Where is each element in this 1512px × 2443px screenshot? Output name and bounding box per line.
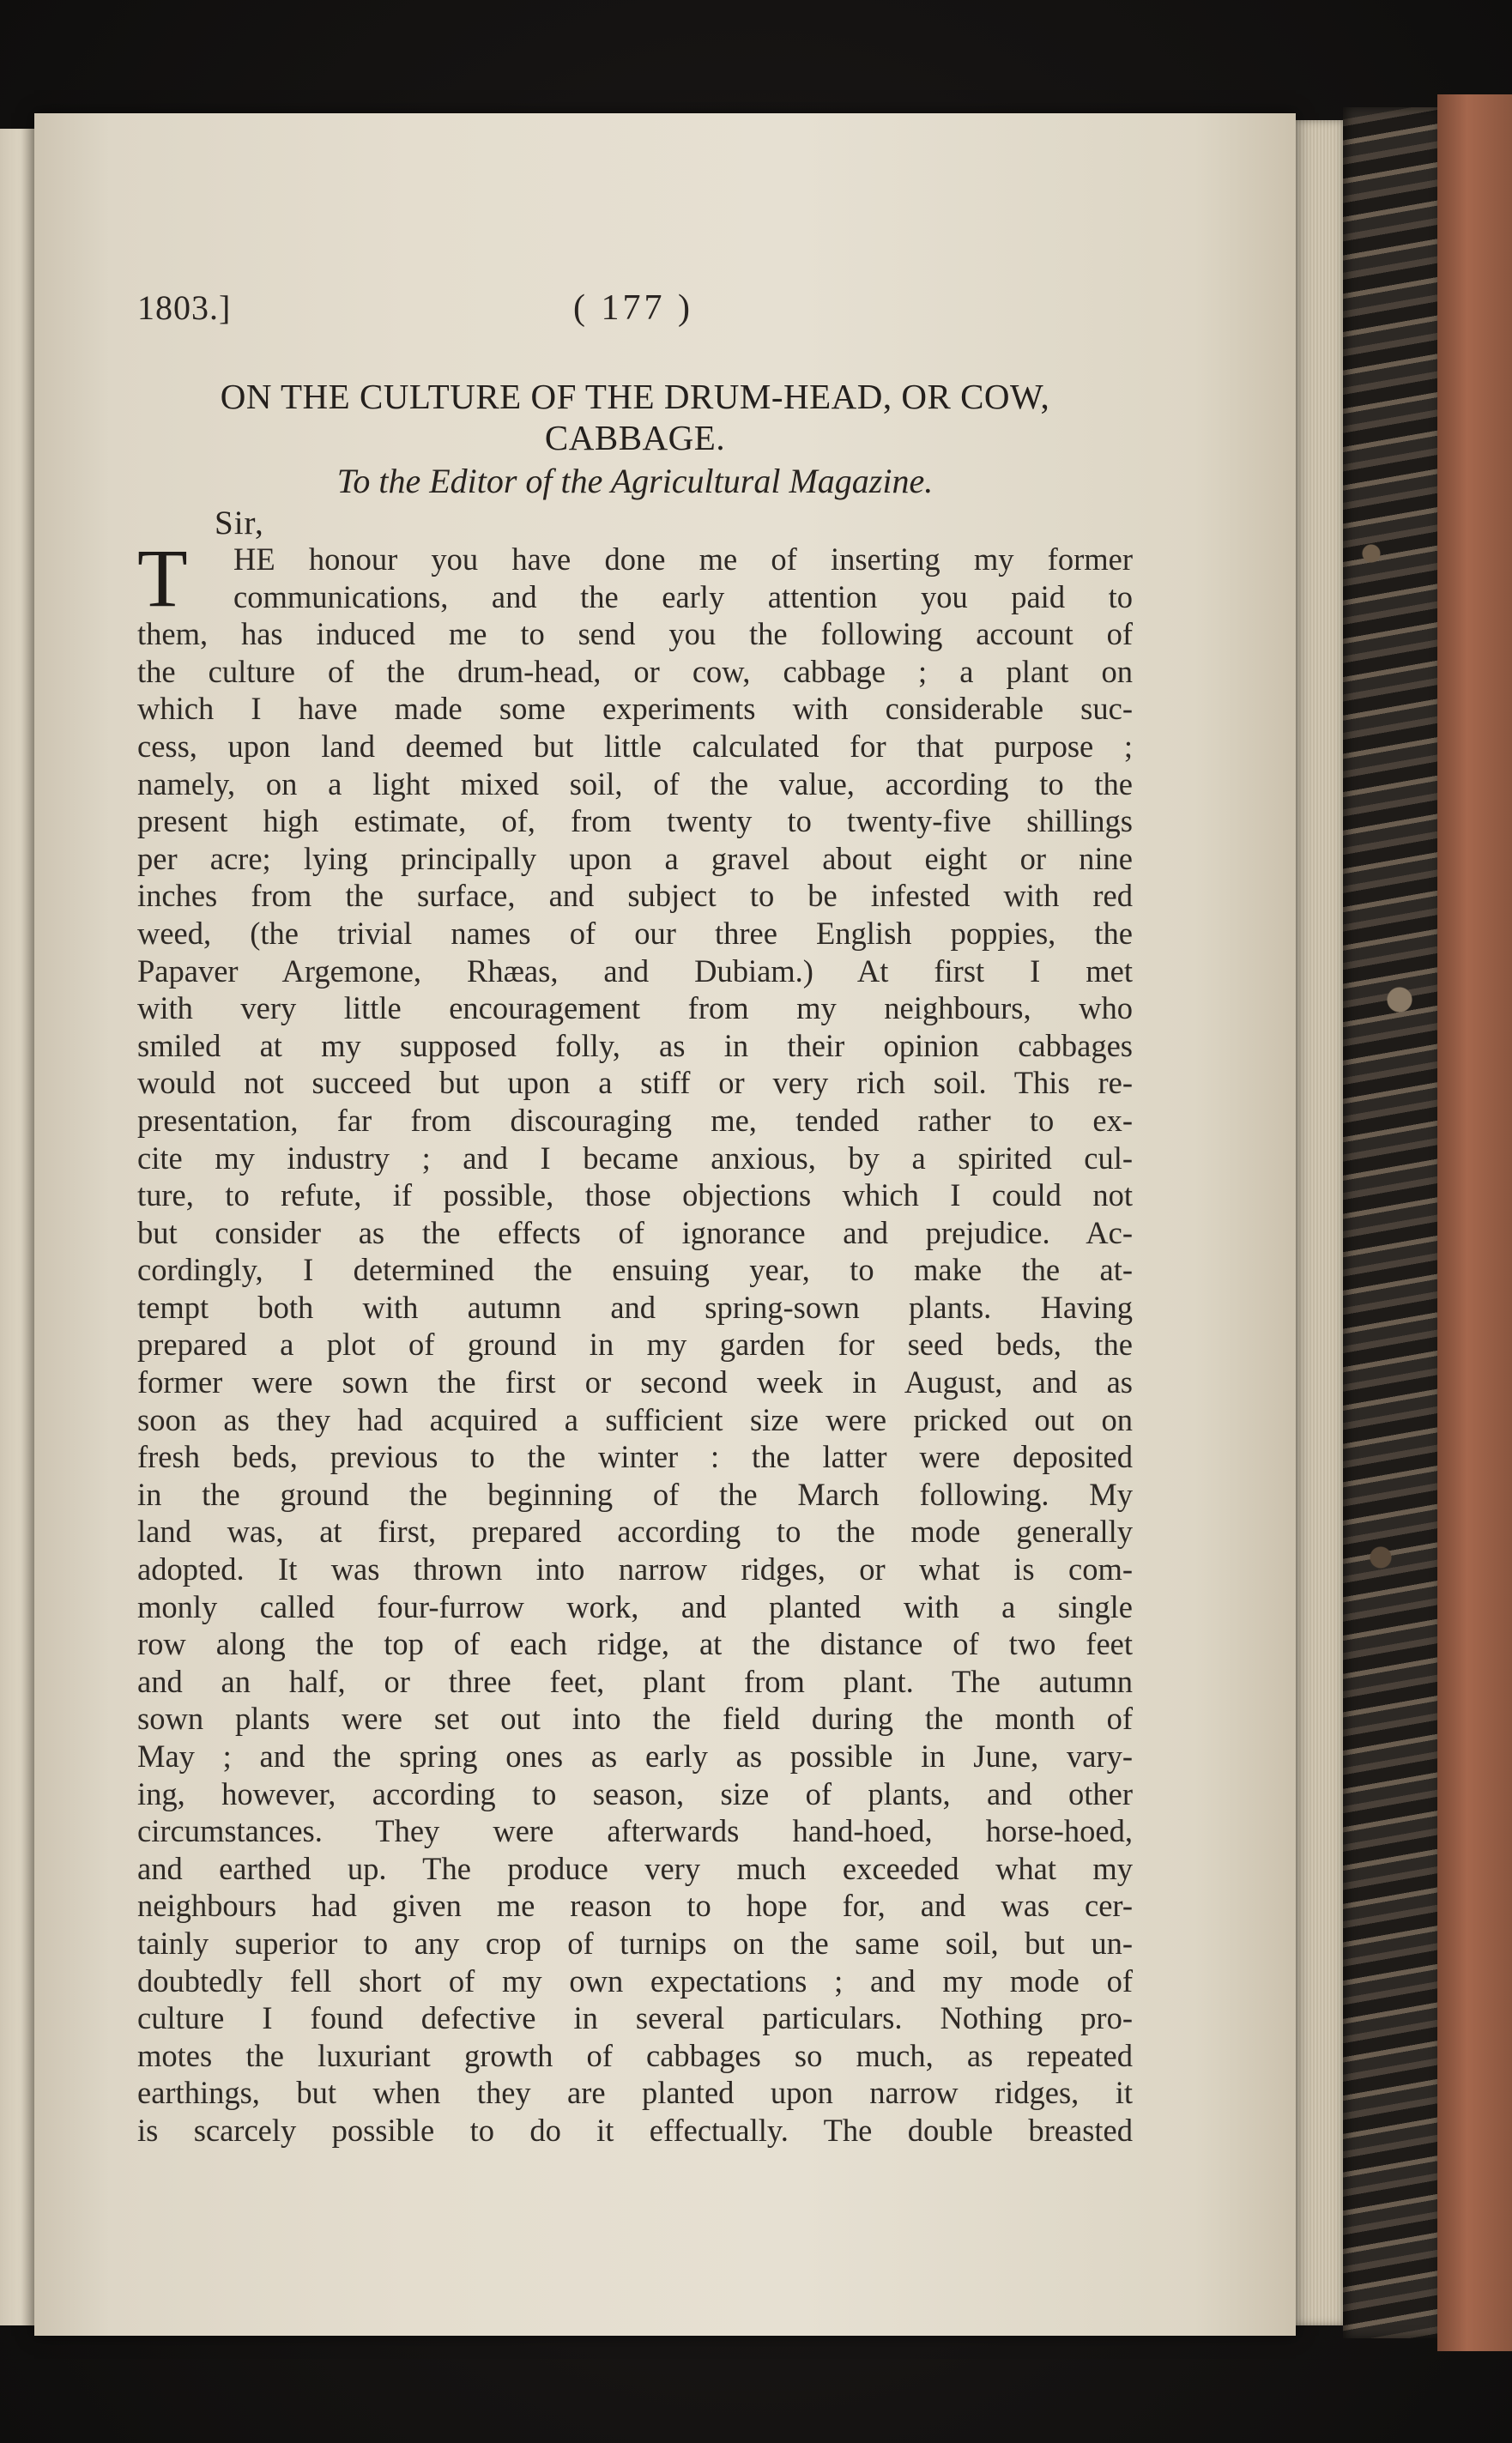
previous-page-edge	[0, 129, 38, 2325]
article-title-line-1: ON THE CULTURE OF THE DRUM-HEAD, OR COW,	[220, 377, 1050, 416]
body-line: which I have made some experiments with considerable suc-	[137, 691, 1133, 727]
body-line: former were sown the first or second week in August, and as	[137, 1364, 1133, 1400]
body-line: land was, at first, prepared according to the mode generally	[137, 1514, 1133, 1550]
body-line: prepared a plot of ground in my garden for seed beds, the	[137, 1327, 1133, 1363]
body-line: Papaver Argemone, Rhæas, and Dubiam.) At first I met	[137, 952, 1133, 989]
body-line: inches from the surface, and subject to be infested with red	[137, 878, 1133, 914]
body-line: cess, upon land deemed but little calculated for that purpose ;	[137, 728, 1133, 764]
article-title	[129, 376, 1141, 458]
body-line: present high estimate, of, from twenty to twenty-five shillings	[137, 803, 1133, 839]
body-line: is scarcely possible to do it effectually. The double breasted	[137, 2112, 1133, 2148]
article-subtitle: To the Editor of the Agricultural Magazine.	[336, 462, 934, 500]
body-line: cordingly, I determined the ensuing year, to make the at-	[137, 1252, 1133, 1288]
body-line: monly called four-furrow work, and planted with a single	[137, 1588, 1133, 1624]
body-line: tainly superior to any crop of turnips on the same soil, but un-	[137, 1925, 1133, 1961]
body-line: circumstances. They were afterwards hand-hoed, horse-hoed,	[137, 1813, 1133, 1849]
body-line: motes the luxuriant growth of cabbages so much, as repeated	[137, 2037, 1133, 2073]
body-line: and earthed up. The produce very much exceeded what my	[137, 1850, 1133, 1886]
page-edges	[1291, 120, 1343, 2325]
running-date: 1803.]	[137, 288, 232, 327]
body-line: would not succeed but upon a stiff or very rich soil. This re-	[137, 1065, 1133, 1101]
body-lines	[137, 532, 1133, 2150]
body-line: with very little encouragement from my neighbours, who	[137, 990, 1133, 1026]
article-title-line-2: CABBAGE.	[544, 418, 726, 457]
body-line: them, has induced me to send you the following account of	[137, 616, 1133, 652]
body-line: HE honour you have done me of inserting my former	[233, 541, 1133, 577]
body-line: row along the top of each ridge, at the distance of two feet	[137, 1626, 1133, 1662]
body-line: tempt both with autumn and spring-sown plants. Having	[137, 1289, 1133, 1325]
body-line: ture, to refute, if possible, those objections which I could not	[137, 1177, 1133, 1213]
body-line: earthings, but when they are planted upon narrow ridges, it	[137, 2075, 1133, 2111]
body-line: per acre; lying principally upon a gravel about eight or nine	[137, 840, 1133, 876]
body-line: namely, on a light mixed soil, of the value, according to the	[137, 765, 1133, 801]
body-line: sown plants were set out into the field during the month of	[137, 1701, 1133, 1737]
body-line: and an half, or three feet, plant from plant. The autumn	[137, 1663, 1133, 1699]
body-line: May ; and the spring ones as early as possible in June, vary-	[137, 1739, 1133, 1774]
marbled-cover	[1343, 107, 1437, 2338]
salutation: Sir,	[215, 505, 264, 541]
body-line: communications, and the early attention you paid to	[233, 578, 1133, 614]
body-line: doubtedly fell short of my own expectations ; and my mode of	[137, 1962, 1133, 1999]
body-line: cite my industry ; and I became anxious, by a spirited cul-	[137, 1140, 1133, 1176]
body-line: presentation, far from discouraging me, tended rather to ex-	[137, 1102, 1133, 1138]
body-line: adopted. It was thrown into narrow ridges, or what is com-	[137, 1551, 1133, 1587]
body-line: weed, (the trivial names of our three English poppies, the	[137, 915, 1133, 951]
leather-spine	[1437, 94, 1512, 2351]
drop-cap: T	[137, 532, 188, 624]
body-line: in the ground the beginning of the March following. My	[137, 1476, 1133, 1512]
body-line: culture I found defective in several particulars. Nothing pro-	[137, 2000, 1133, 2036]
page-number: ( 177 )	[573, 288, 693, 328]
body-line: neighbours had given me reason to hope for, and was cer-	[137, 1888, 1133, 1924]
body-line: but consider as the effects of ignorance and prejudice. Ac-	[137, 1214, 1133, 1250]
body-line: ing, however, according to season, size of plants, and other	[137, 1775, 1133, 1811]
body-line: the culture of the drum-head, or cow, cabbage ; a plant on	[137, 653, 1133, 689]
body-line: soon as they had acquired a sufficient size were pricked out on	[137, 1401, 1133, 1437]
body-line: fresh beds, previous to the winter : the latter were deposited	[137, 1439, 1133, 1475]
body-line: smiled at my supposed folly, as in their opinion cabbages	[137, 1027, 1133, 1063]
running-header	[137, 287, 1167, 339]
article-body	[137, 532, 1133, 2150]
